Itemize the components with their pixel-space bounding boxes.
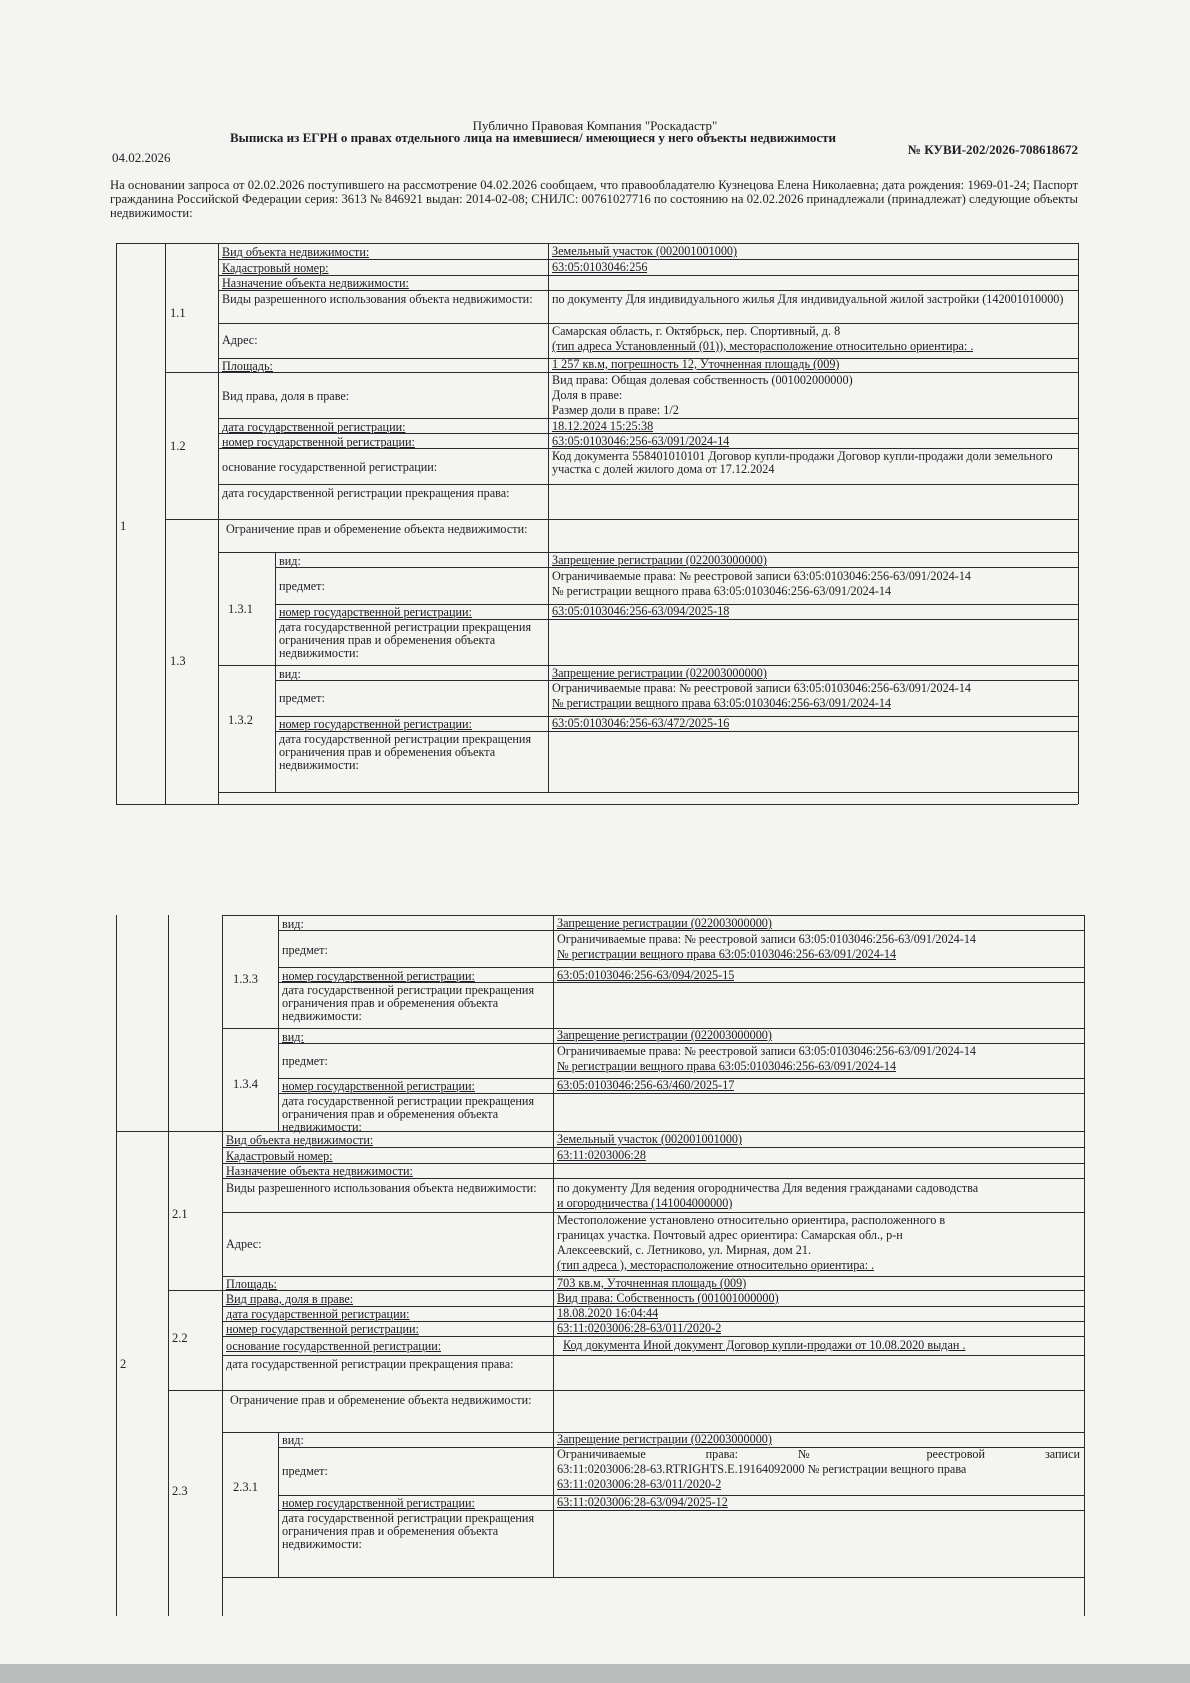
value-reg-number: 63:11:0203006:28-63/094/2025-12 (557, 1496, 728, 1509)
section-number: 1.1 (170, 307, 186, 320)
value-area: 1 257 кв.м, погрешность 12, Уточненная площадь (009) (552, 358, 840, 371)
value-subject-line: 63:11:0203006:28-63.RTRIGHTS.E.19164092000 № регистрации вещного права (557, 1463, 967, 1476)
label-area: Площадь: (226, 1278, 277, 1291)
value-subject-line: Ограничиваемые права: № реестровой записи 63:05:0103046:256-63/091/2024-14 (552, 570, 972, 583)
value-reg-number: 63:05:0103046:256-63/460/2025-17 (557, 1079, 735, 1092)
label-restr-end-date: дата государственной регистрации прекращения ограничения прав и обременения объекта недвижимости: (282, 1512, 535, 1551)
label-area: Площадь: (222, 360, 273, 373)
value-cadastral: 63:11:0203006:28 (557, 1149, 646, 1162)
label-cadastral: Кадастровый номер: (222, 262, 329, 275)
restriction-number: 1.3.3 (233, 973, 258, 986)
label-reg-date: дата государственной регистрации: (222, 421, 406, 434)
label-reg-number: номер государственной регистрации: (282, 1497, 475, 1510)
label-restriction-title: Ограничение прав и обременение объекта недвижимости: (230, 1394, 532, 1407)
value-kind: Запрещение регистрации (022003000000) (557, 1029, 772, 1042)
label-restr-end-date: дата государственной регистрации прекращения ограничения прав и обременения объекта недвижимости: (279, 733, 532, 772)
label-cadastral: Кадастровый номер: (226, 1150, 333, 1163)
label-reg-number: номер государственной регистрации: (279, 606, 472, 619)
label-reg-date: дата государственной регистрации: (226, 1308, 410, 1321)
label-subject: предмет: (282, 1055, 328, 1068)
value-address-line: Самарская область, г. Октябрьск, пер. Спортивный, д. 8 (552, 325, 841, 338)
label-reg-basis: основание государственной регистрации: (226, 1340, 442, 1353)
value-area: 703 кв.м, Уточненная площадь (009) (557, 1277, 747, 1290)
value-reg-number: 63:05:0103046:256-63/091/2024-14 (552, 435, 730, 448)
value-kind: Запрещение регистрации (022003000000) (552, 554, 767, 567)
section-number: 2.2 (172, 1332, 188, 1345)
label-reg-number: номер государственной регистрации: (279, 718, 472, 731)
label-reg-end-date: дата государственной регистрации прекращения права: (226, 1358, 514, 1371)
value-reg-number: 63:05:0103046:256-63/472/2025-16 (552, 717, 730, 730)
value-right-line: Доля в праве: (552, 389, 623, 402)
label-object-type: Вид объекта недвижимости: (226, 1134, 374, 1147)
value-subject-line: Ограничиваемые права: № реестровой записи 63:05:0103046:256-63/091/2024-14 (552, 682, 972, 695)
label-purpose: Назначение объекта недвижимости: (226, 1165, 413, 1178)
label-kind: вид: (282, 1434, 304, 1447)
label-reg-number: номер государственной регистрации: (282, 1080, 475, 1093)
label-kind: вид: (279, 668, 301, 681)
value-kind: Запрещение регистрации (022003000000) (557, 1433, 772, 1446)
label-restr-end-date: дата государственной регистрации прекращения ограничения прав и обременения объекта недвижимости: (282, 984, 535, 1023)
value-reg-basis: Код документа Иной документ Договор купли-продажи от 10.08.2020 выдан . (563, 1339, 966, 1352)
restriction-number: 1.3.4 (233, 1078, 258, 1091)
value-subject-line: 63:11:0203006:28-63/011/2020-2 (557, 1478, 722, 1491)
section-number: 1.2 (170, 440, 186, 453)
value-subject-line: Ограничиваемые права: № реестровой записи 63:05:0103046:256-63/091/2024-14 (557, 1045, 977, 1058)
value-kind: Запрещение регистрации (022003000000) (552, 667, 767, 680)
value-subject-line: № регистрации вещного права 63:05:0103046:256-63/091/2024-14 (552, 697, 892, 710)
intro-paragraph (110, 178, 1078, 220)
value-address-line: (тип адреса ), месторасположение относительно ориентира: . (557, 1259, 875, 1272)
value-kind: Запрещение регистрации (022003000000) (557, 917, 772, 930)
label-reg-number: номер государственной регистрации: (282, 970, 475, 983)
label-reg-end-date: дата государственной регистрации прекращения права: (222, 487, 510, 500)
label-object-type: Вид объекта недвижимости: (222, 246, 370, 259)
company-name: Публично Правовая Компания "Роскадастр" (472, 118, 718, 133)
document-title: Выписка из ЕГРН о правах отдельного лица на имевшиеся/ имеющиеся у него объекты недвижимости (230, 130, 836, 145)
value-permitted-use: по документу Для индивидуального жилья Для индивидуальной жилой застройки (142001010000) (552, 293, 1064, 306)
value-subject-line: № регистрации вещного права 63:05:0103046:256-63/091/2024-14 (552, 585, 892, 598)
value-object-type: Земельный участок (002001001000) (557, 1133, 743, 1146)
restriction-number: 2.3.1 (233, 1481, 258, 1494)
value-reg-number: 63:11:0203006:28-63/011/2020-2 (557, 1322, 722, 1335)
label-kind: вид: (282, 918, 304, 931)
label-subject: предмет: (282, 944, 328, 957)
label-permitted-use: Виды разрешенного использования объекта недвижимости: (222, 293, 533, 306)
value-subject-line: № регистрации вещного права 63:05:0103046:256-63/091/2024-14 (557, 948, 897, 961)
section-number: 1.3 (170, 655, 186, 668)
value-object-type: Земельный участок (002001001000) (552, 245, 738, 258)
label-address: Адрес: (226, 1238, 262, 1251)
restriction-number: 1.3.1 (228, 603, 253, 616)
label-restr-end-date: дата государственной регистрации прекращения ограничения прав и обременения объекта недвижимости: (279, 621, 532, 660)
object-number: 1 (120, 520, 127, 533)
label-subject: предмет: (282, 1465, 328, 1478)
value-right-line: Размер доли в праве: 1/2 (552, 404, 679, 417)
value-address-line: Алексеевский, с. Летниково, ул. Мирная, дом 21. (557, 1244, 812, 1257)
label-kind: вид: (279, 555, 301, 568)
value-reg-basis: Код документа 558401010101 Договор купли-продажи Договор купли-продажи доли земельного участка с долей жилого дома от 17.12.2024 (552, 450, 1053, 476)
label-address: Адрес: (222, 334, 258, 347)
label-right-type: Вид права, доля в праве: (226, 1293, 354, 1306)
value-reg-date: 18.08.2020 16:04:44 (557, 1307, 659, 1320)
object-number: 2 (120, 1358, 127, 1371)
label-restriction-title: Ограничение прав и обременение объекта недвижимости: (226, 523, 528, 536)
value-right-line: Вид права: Общая долевая собственность (001002000000) (552, 374, 853, 387)
label-reg-basis: основание государственной регистрации: (222, 461, 438, 474)
restriction-number: 1.3.2 (228, 714, 253, 727)
label-subject: предмет: (279, 580, 325, 593)
section-number: 2.1 (172, 1208, 188, 1221)
label-purpose: Назначение объекта недвижимости: (222, 277, 409, 290)
value-subject-line: Ограничиваемые права: № реестровой записи (557, 1448, 1080, 1461)
value-permitted-use-line: и огородничества (141004000000) (557, 1197, 733, 1210)
value-permitted-use-line: по документу Для ведения огородничества Для ведения гражданами садоводства (557, 1182, 979, 1195)
value-reg-number: 63:05:0103046:256-63/094/2025-15 (557, 969, 735, 982)
label-kind: вид: (282, 1031, 304, 1044)
label-right-type: Вид права, доля в праве: (222, 390, 350, 403)
value-right: Вид права: Собственность (001001000000) (557, 1292, 779, 1305)
intro-text: На основании запроса от 02.02.2026 поступившего на рассмотрение 04.02.2026 сообщаем, что правообладателю Кузнецова Елена Николаевна; дата рождения: 1969-01-24; Паспорт гражданина Российской Федерации серия: 3613 № 846921 выдан: 2014-02-08; СНИЛС: 00761027716 по состоянию на 02.02.2026 принадлежали (принадлежат) следующие объекты недвижимости: (110, 178, 1078, 220)
label-reg-number: номер государственной регистрации: (222, 436, 415, 449)
document-date: 04.02.2026 (112, 150, 171, 165)
value-subject-line: № регистрации вещного права 63:05:0103046:256-63/091/2024-14 (557, 1060, 897, 1073)
value-reg-date: 18.12.2024 15:25:38 (552, 420, 654, 433)
label-restr-end-date: дата государственной регистрации прекращения ограничения прав и обременения объекта недвижимости: (282, 1095, 535, 1134)
label-reg-number: номер государственной регистрации: (226, 1323, 419, 1336)
value-reg-number: 63:05:0103046:256-63/094/2025-18 (552, 605, 730, 618)
document-number: № КУВИ-202/2026-708618672 (907, 142, 1078, 157)
value-address-line: Местоположение установлено относительно ориентира, расположенного в (557, 1214, 946, 1227)
section-number: 2.3 (172, 1485, 188, 1498)
label-permitted-use: Виды разрешенного использования объекта недвижимости: (226, 1182, 537, 1195)
value-address-line: границах участка. Почтовый адрес ориентира: Самарская обл., р-н (557, 1229, 903, 1242)
label-subject: предмет: (279, 692, 325, 705)
value-address-line: (тип адреса Установленный (01)), месторасположение относительно ориентира: . (552, 340, 974, 353)
value-subject-line: Ограничиваемые права: № реестровой записи 63:05:0103046:256-63/091/2024-14 (557, 933, 977, 946)
value-cadastral: 63:05:0103046:256 (552, 261, 648, 274)
